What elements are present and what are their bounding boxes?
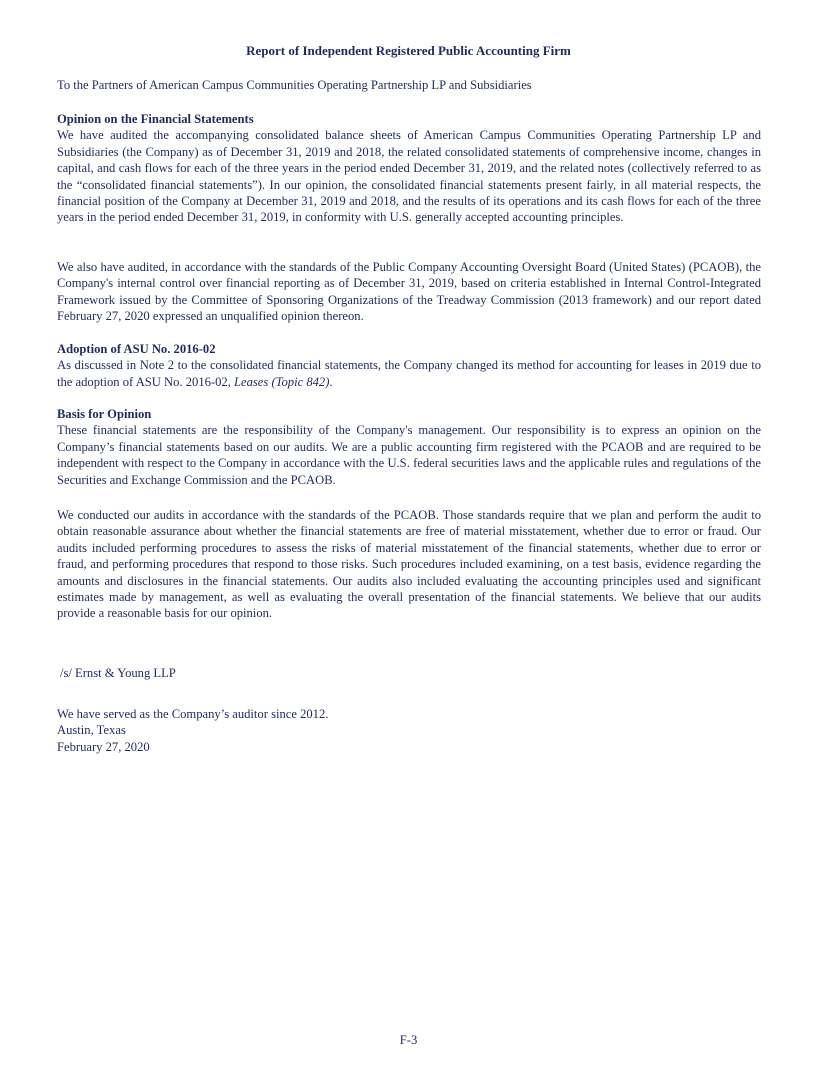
opinion-paragraph-2: We also have audited, in accordance with the standards of the Public Company Accounting Oversight Board (United States) (PCAOB), the Company's internal control over financial reporting as of December 31, 2019, based on criteria established in Internal Control-Integrated Framework issued by the Committee of Sponsoring Organizations of the Treadway Commission (2013 framework) and our report dated February 27, 2020 expressed an unqualified opinion thereon. — [57, 260, 761, 324]
adoption-section — [57, 341, 761, 390]
opinion-paragraph-1: We have audited the accompanying consolidated balance sheets of American Campus Communities Operating Partnership LP and Subsidiaries (the Company) as of December 31, 2019 and 2018, the related consolidated statements of comprehensive income, changes in capital, and cash flows for each of the three years in the period ended December 31, 2019, and the related notes (collectively referred to as the “consolidated financial statements”). In our opinion, the consolidated financial statements present fairly, in all material respects, the financial position of the Company at December 31, 2019 and 2018, and the results of its operations and its cash flows for each of the three years in the period ended December 31, 2019, in conformity with U.S. generally accepted accounting principles. — [57, 128, 761, 225]
basis-paragraph-1: These financial statements are the responsibility of the Company's management. Our responsibility is to express an opinion on the Company’s financial statements based on our audits. We are a public accounting firm registered with the PCAOB and are required to be independent with respect to the Company in accordance with the U.S. federal securities laws and the applicable rules and regulations of the Securities and Exchange Commission and the PCAOB. — [57, 423, 761, 487]
closing-block — [57, 706, 328, 755]
salutation: To the Partners of American Campus Communities Operating Partnership LP and Subsidiaries — [57, 78, 532, 92]
basis-heading: Basis for Opinion — [57, 407, 152, 421]
adoption-text-end: . — [329, 374, 333, 389]
adoption-text: As discussed in Note 2 to the consolidated financial statements, the Company changed its method for accounting for leases in 2019 due to the adoption of ASU No. 2016-02, — [57, 358, 761, 389]
opinion-section — [57, 111, 761, 226]
basis-section — [57, 406, 761, 488]
report-location: Austin, Texas — [57, 723, 126, 738]
report-date: February 27, 2020 — [57, 739, 150, 754]
adoption-heading: Adoption of ASU No. 2016-02 — [57, 342, 216, 356]
auditor-signature: /s/ Ernst & Young LLP — [60, 666, 176, 680]
auditor-tenure: We have served as the Company’s auditor since 2012. — [57, 707, 329, 721]
adoption-topic-italic: Leases (Topic 842) — [234, 374, 330, 389]
adoption-paragraph — [57, 357, 761, 390]
opinion-paragraph-2-block — [57, 259, 761, 325]
opinion-heading: Opinion on the Financial Statements — [57, 112, 254, 126]
report-title: Report of Independent Registered Public Accounting Firm — [246, 43, 571, 58]
basis-paragraph-2-block — [57, 507, 761, 622]
basis-paragraph-2: We conducted our audits in accordance with the standards of the PCAOB. Those standards require that we plan and perform the audit to obtain reasonable assurance about whether the financial statements are free of material misstatement, whether due to error or fraud. Our audits included performing procedures to assess the risks of material misstatement of the financial statements, whether due to error or fraud, and performing procedures that respond to those risks. Such procedures included examining, on a test basis, evidence regarding the amounts and disclosures in the financial statements. Our audits also included evaluating the accounting principles used and significant estimates made by management, as well as evaluating the overall presentation of the financial statements. We believe that our audits provide a reasonable basis for our opinion. — [57, 508, 761, 621]
page-number: F-3 — [399, 1033, 418, 1047]
